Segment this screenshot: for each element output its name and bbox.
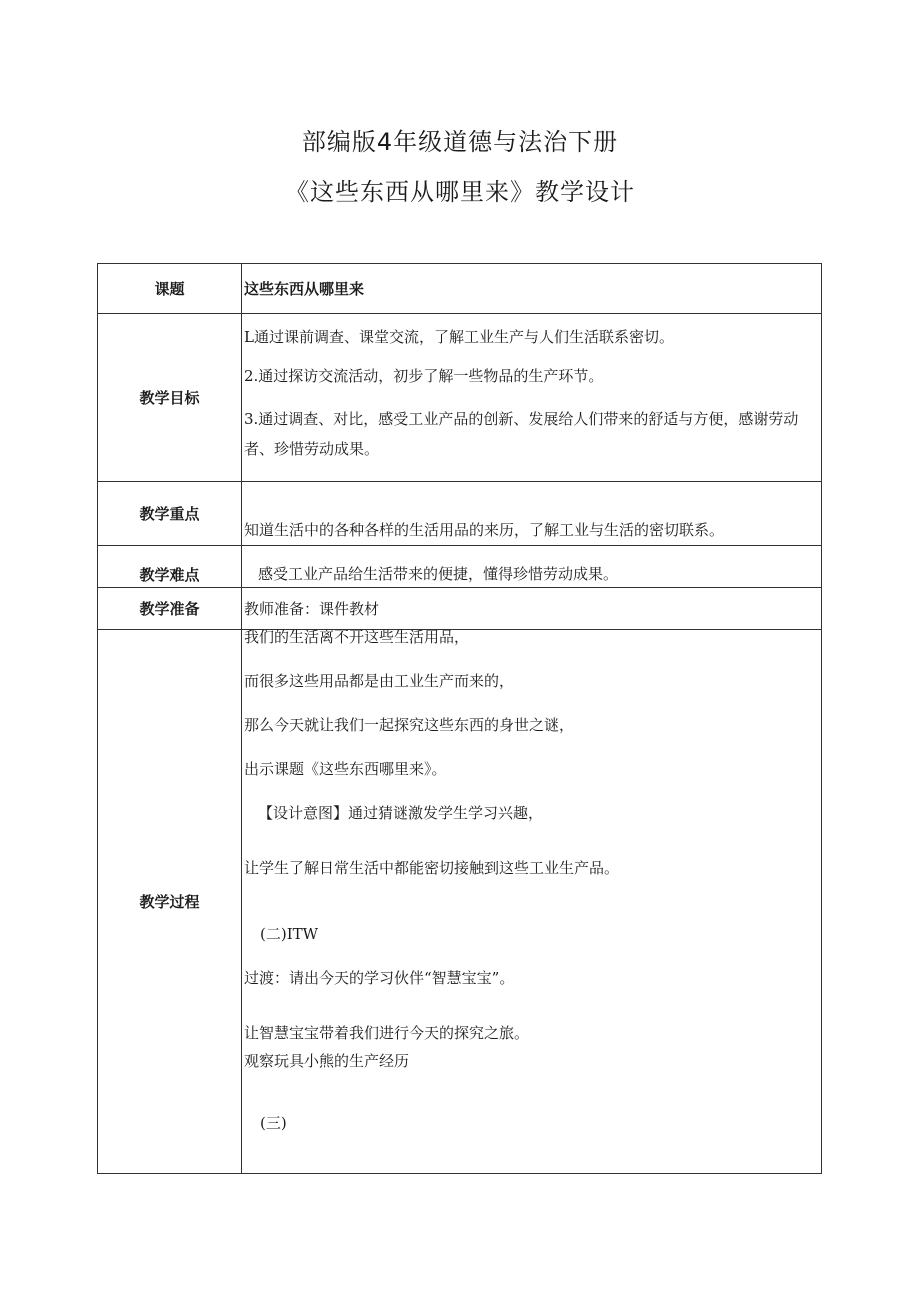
difficult-points-label: 教学难点 bbox=[98, 546, 242, 588]
lesson-plan-table bbox=[97, 263, 822, 1174]
row-difficult-points bbox=[98, 546, 822, 588]
key-points-label: 教学重点 bbox=[98, 482, 242, 546]
process-line: 让学生了解日常生活中都能密切接触到这些工业生产品。 bbox=[244, 859, 620, 877]
process-label: 教学过程 bbox=[98, 630, 242, 1174]
goal-item: L通过课前调查、课堂交流，了解工业生产与人们生活联系密切。 bbox=[244, 328, 674, 346]
preparation-value: 教师准备：课件教材 bbox=[242, 588, 822, 630]
goal-item: 3.通过调查、对比，感受工业产品的创新、发展给人们带来的舒适与方便，感谢劳动者、珍惜劳动成果。 bbox=[244, 410, 799, 458]
row-preparation bbox=[98, 588, 822, 630]
process-line: 过渡：请出今天的学习伙伴“智慧宝宝”。 bbox=[244, 969, 515, 987]
process-line: 我们的生活离不开这些生活用品， bbox=[244, 628, 470, 646]
process-cell bbox=[242, 630, 822, 1174]
topic-label: 课题 bbox=[98, 264, 242, 314]
topic-value: 这些东西从哪里来 bbox=[244, 279, 365, 298]
process-line: 出示课题《这些东西哪里来》。 bbox=[244, 760, 447, 778]
row-topic bbox=[98, 264, 822, 314]
process-line: 观察玩具小熊的生产经历 bbox=[244, 1052, 410, 1070]
process-line: 让智慧宝宝带着我们进行今天的探究之旅。 bbox=[244, 1024, 530, 1042]
preparation-label: 教学准备 bbox=[98, 588, 242, 630]
topic-value-cell bbox=[242, 264, 822, 314]
process-line: 那么今天就让我们一起探究这些东西的身世之谜， bbox=[244, 716, 575, 734]
row-process bbox=[98, 630, 822, 1174]
goal-item: 2.通过探访交流活动，初步了解一些物品的生产环节。 bbox=[244, 367, 604, 385]
goals-cell bbox=[242, 314, 822, 482]
row-key-points bbox=[98, 482, 822, 546]
document-title-line-1: 部编版4年级道德与法治下册 bbox=[301, 128, 619, 156]
key-points-value: 知道生活中的各种各样的生活用品的来历，了解工业与生活的密切联系。 bbox=[242, 482, 822, 546]
goals-label: 教学目标 bbox=[98, 314, 242, 482]
document-title-line-2: 《这些东西从哪里来》教学设计 bbox=[285, 178, 635, 206]
process-line: (二)ITW bbox=[260, 925, 319, 943]
process-line: (三) bbox=[260, 1114, 287, 1132]
process-line: 【设计意图】通过猜谜激发学生学习兴趣， bbox=[258, 804, 544, 822]
difficult-points-value: 感受工业产品给生活带来的便捷，懂得珍惜劳动成果。 bbox=[242, 546, 822, 588]
row-goals bbox=[98, 314, 822, 482]
process-line: 而很多这些用品都是由工业生产而来的， bbox=[244, 672, 515, 690]
